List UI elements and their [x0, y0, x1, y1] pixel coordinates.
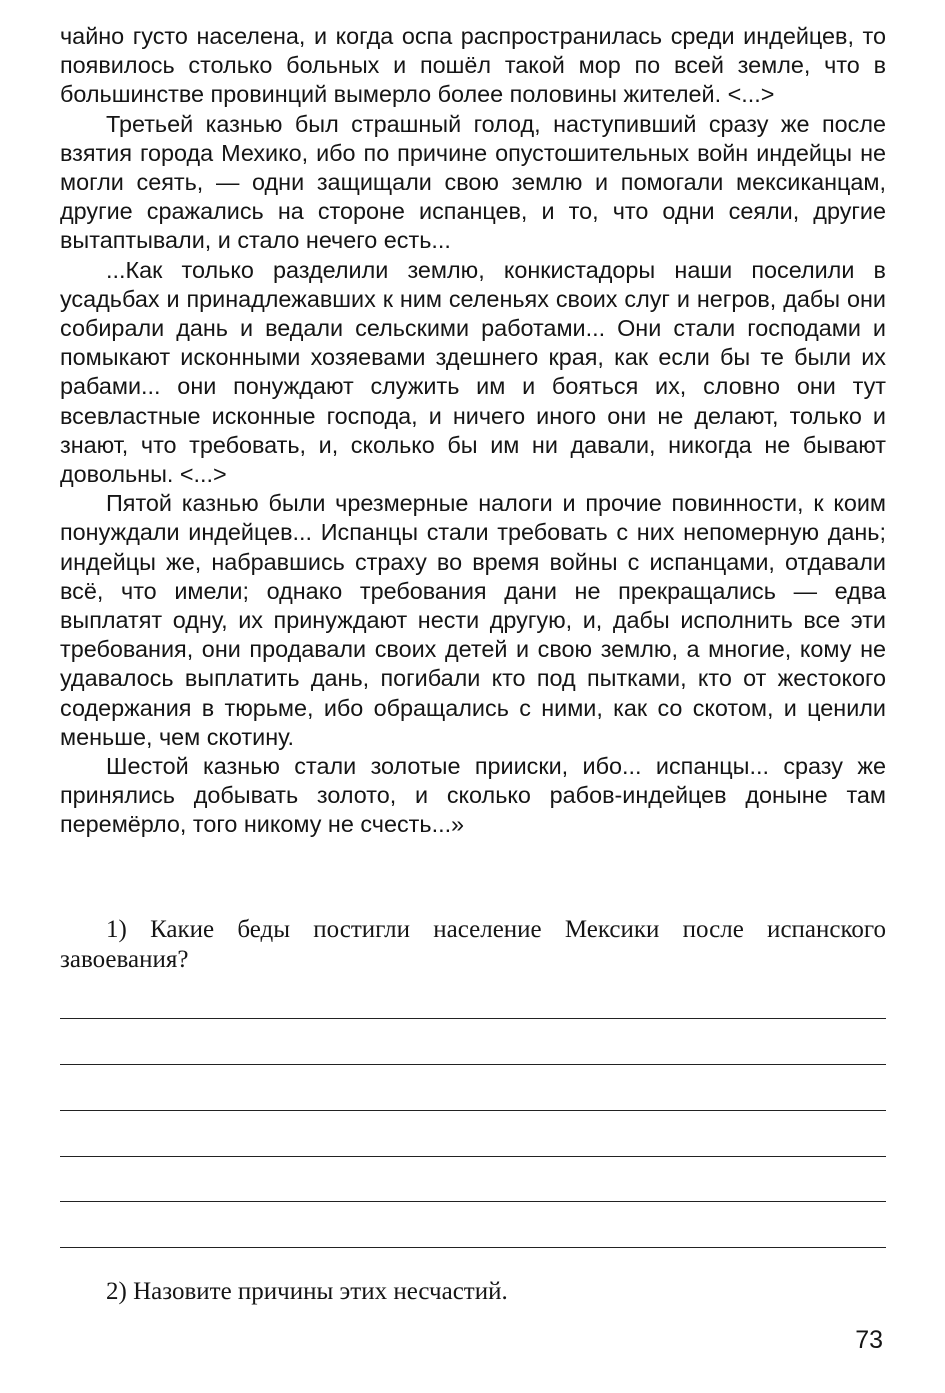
quote-paragraph-1: чайно густо населена, и когда оспа распространилась среди индейцев, то появилось столько больных и пошёл такой мор по всей земле, что в большинстве провинций вымерло более половины жителей. <...>	[60, 23, 886, 108]
question-1: 1) Какие беды постигли население Мексики после испанского завоевания?	[60, 916, 886, 973]
answer-line[interactable]	[60, 1156, 886, 1157]
quote-paragraph-5: Шестой казнью стали золотые прииски, ибо... испанцы... сразу же принялись добывать золото, и сколько рабов-индейцев доныне там перемёрло, того никому не счесть...»	[60, 753, 886, 838]
answer-line[interactable]	[60, 1110, 886, 1111]
answer-line[interactable]	[60, 1018, 886, 1019]
answer-line[interactable]	[60, 1201, 886, 1202]
answer-line[interactable]	[60, 1247, 886, 1248]
quote-text	[60, 22, 886, 840]
question-2: 2) Назовите причины этих несчастий.	[106, 1278, 508, 1305]
quote-paragraph-4: Пятой казнью были чрезмерные налоги и прочие повинности, к коим понуждали индейцев... Испанцы стали требовать с них непомерную дань; индейцы же, набравшись страху во время войны с испанцами, отдавали всё, что имели; однако требования дани не прекращались — едва выплатят одну, их принуждают нести другую, и, дабы исполнить все эти требования, они продавали своих детей и свою землю, а многие, кому не удавалось выплатить дань, погибали кто под пытками, кто от жестокого содержания в тюрьме, ибо обращались с ними, как со скотом, и ценили меньше, чем скотину.	[60, 490, 886, 750]
page-number: 73	[855, 1326, 883, 1354]
quote-paragraph-3: ...Как только разделили землю, конкистадоры наши поселили в усадьбах и принадлежавших к ним селеньях своих слуг и негров, дабы они собирали дань и ведали сельскими работами... Они стали господами и помыкают исконными хозяевами здешнего края, как если бы те были их рабами... они понуждают служить им и бояться их, словно они тут всевластные исконные господа, и ничего иного они не делают, только и знают, что требовать, и, сколько бы им ни давали, никогда не бывают довольны. <...>	[60, 256, 886, 488]
answer-line[interactable]	[60, 1064, 886, 1065]
quote-paragraph-2: Третьей казнью был страшный голод, наступивший сразу же после взятия города Мехико, ибо по причине опустошительных войн индейцы не могли сеять, — одни защищали свою землю и помогали мексиканцам, другие сражались на стороне испанцев, и то, что одни сеяли, другие вытаптывали, и стало нечего есть...	[60, 110, 886, 254]
